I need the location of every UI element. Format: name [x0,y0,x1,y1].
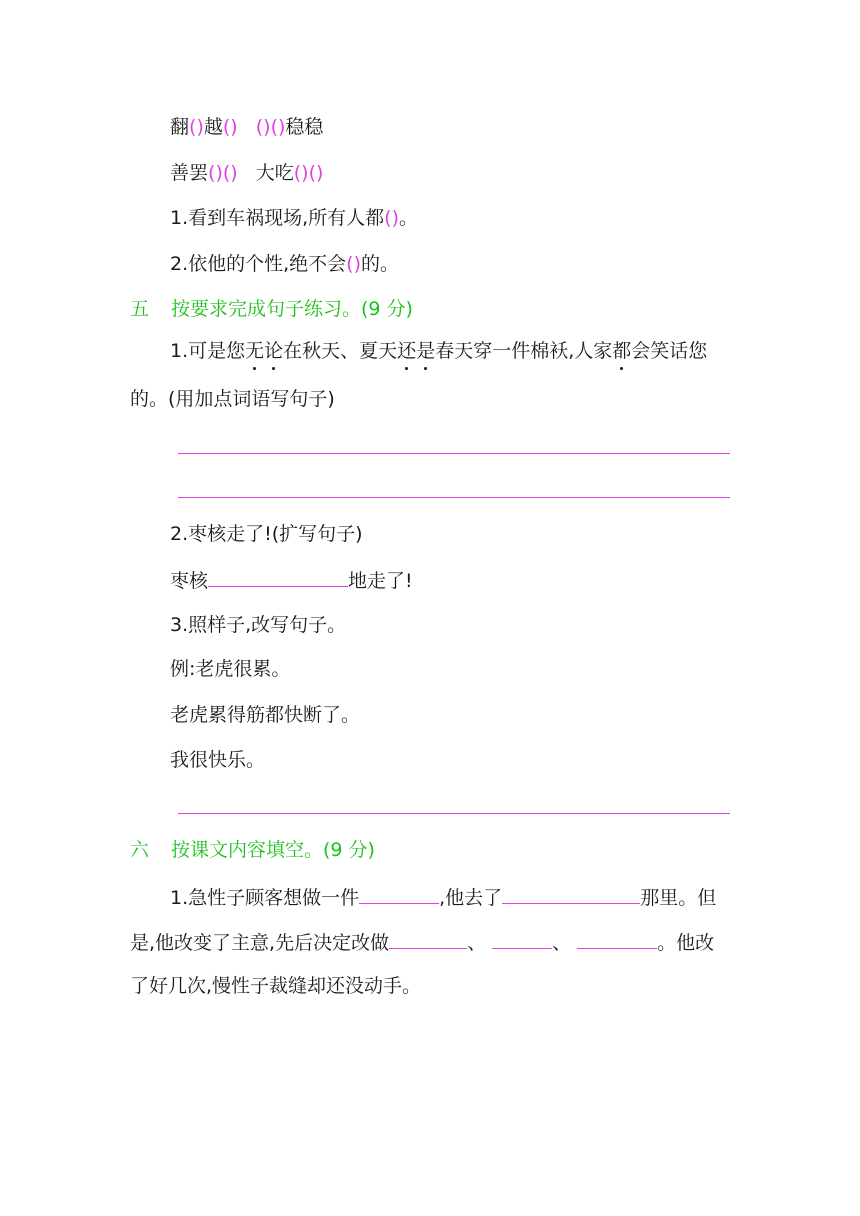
answer-line[interactable] [178,453,730,454]
blank-paren[interactable]: () [384,207,400,229]
text: 那里。但 [640,887,717,909]
text: 1.急性子顾客想做一件 [170,887,360,909]
sentence-text: 2.依他的个性,绝不会 [170,253,347,275]
blank-paren[interactable]: () [255,116,271,138]
s5-q1-line2: 的。(用加点词语写句子) [130,388,335,410]
section-title: 按要求完成句子练习。(9 分) [171,298,413,320]
blank-paren[interactable]: () [189,116,204,138]
vocab-sentence-2 [170,251,399,277]
blank-paren[interactable]: () [293,162,309,184]
section-title: 按课文内容填空。(9 分) [171,839,375,861]
separator: 、 [467,932,487,954]
dotted-char: 论 [264,340,284,362]
text: ,他去了 [439,887,503,909]
s6-q1-line3: 了好几次,慢性子裁缝却还没动手。 [130,975,422,997]
section-6-heading [130,837,375,863]
vocab-row-1 [170,114,323,140]
blank-paren[interactable]: () [222,116,238,138]
fill-blank[interactable] [359,883,439,904]
text: 在秋天、夏天 [283,340,398,362]
s6-q1-line2 [130,928,714,956]
word: 大吃 [255,162,294,184]
answer-line[interactable] [178,497,730,498]
blank-paren[interactable]: () [270,116,286,138]
word: 越 [203,116,223,138]
text: 枣核 [170,570,209,592]
section-5-heading [130,296,413,322]
s5-q3-example: 例:老虎很累。 [170,658,291,680]
answer-line[interactable] [178,813,730,814]
text: 会笑话您 [631,340,708,362]
word: 善罢 [170,162,209,184]
dotted-char: 还 [397,340,417,362]
blank-paren[interactable]: () [208,162,223,184]
separator: 、 [552,932,572,954]
s5-q3-prompt: 我很快乐。 [170,749,266,771]
vocab-sentence-1 [170,205,418,231]
word: 稳稳 [285,116,324,138]
section-number: 六 [130,839,150,861]
fill-blank[interactable] [502,883,640,904]
s6-q1-line1 [170,883,716,911]
s5-q2: 2.枣核走了!(扩写句子) [170,523,363,545]
sentence-text: 1.看到车祸现场,所有人都 [170,207,385,229]
fill-blank[interactable] [577,928,657,949]
fill-blank[interactable] [389,928,467,949]
text: 。他改 [657,932,715,954]
section-number: 五 [130,298,150,320]
text: 1.可是您 [170,340,246,362]
text: 地走了! [348,570,413,592]
sentence-end: 。 [399,207,419,229]
s5-q3: 3.照样子,改写句子。 [170,614,347,636]
word: 翻 [170,116,190,138]
fill-blank[interactable] [492,928,552,949]
vocab-row-2 [170,160,323,186]
s5-q1-line1 [170,338,707,364]
fill-blank[interactable] [208,566,348,587]
sentence-end: 的。 [361,253,400,275]
blank-paren[interactable]: () [308,162,324,184]
s5-q3-sample: 老虎累得筋都快断了。 [170,704,361,726]
blank-paren[interactable]: () [222,162,238,184]
dotted-char: 是 [416,340,436,362]
text: 是,他改变了主意,先后决定改做 [130,932,390,954]
dotted-char: 都 [612,340,632,362]
text: 春天穿一件棉袄,人家 [435,340,613,362]
blank-paren[interactable]: () [346,253,362,275]
dotted-char: 无 [245,340,265,362]
s5-q2-fill [170,566,413,594]
